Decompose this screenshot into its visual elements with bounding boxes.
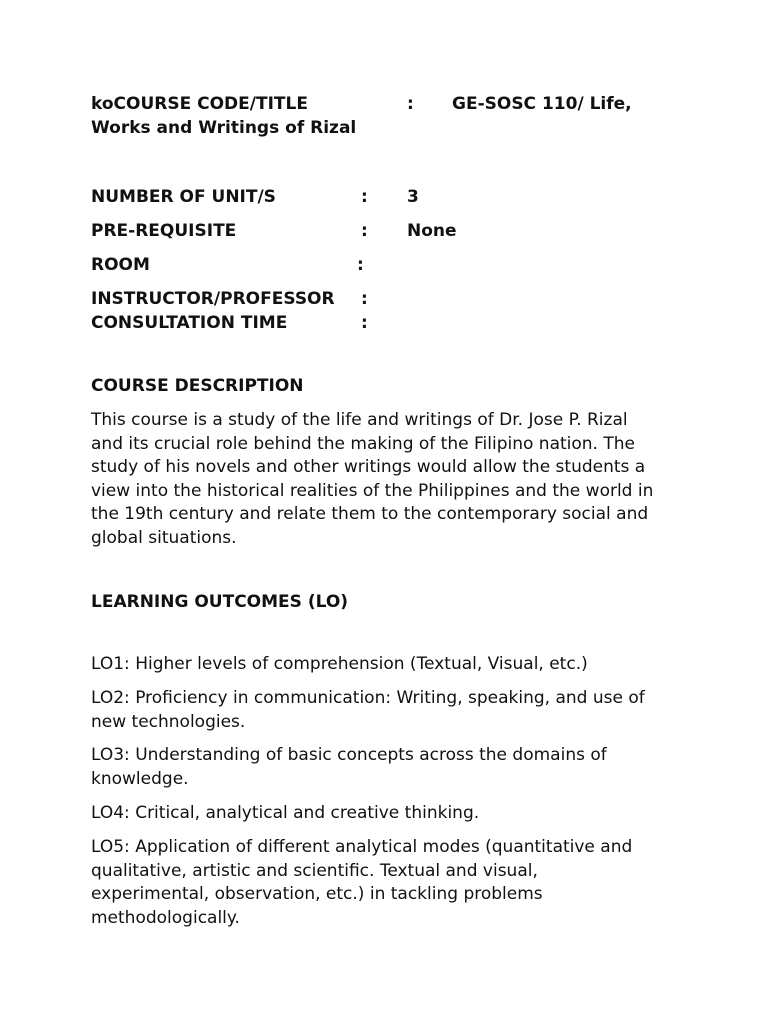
instructor-label: INSTRUCTOR/PROFESSOR	[91, 289, 335, 309]
lo2-item	[91, 687, 691, 734]
lo5-item	[91, 836, 691, 930]
description-line: global situations.	[91, 527, 237, 548]
lo-line: LO1: Higher levels of comprehension (Textual, Visual, etc.)	[91, 654, 588, 674]
room-colon: :	[357, 255, 364, 275]
course-description-body	[91, 409, 691, 550]
description-line: study of his novels and other writings would allow the students a	[91, 457, 646, 477]
lo-line: LO4: Critical, analytical and creative thinking.	[91, 803, 480, 823]
lo-line: LO3: Understanding of basic concepts across the domains of	[91, 745, 607, 765]
description-line: This course is a study of the life and writings of Dr. Jose P. Rizal	[91, 410, 628, 430]
units-label: NUMBER OF UNIT/S	[91, 187, 276, 207]
prerequisite-label: PRE-REQUISITE	[91, 221, 237, 241]
course-code-title-colon: :	[407, 94, 414, 114]
lo-line: methodologically.	[91, 907, 240, 928]
description-line: view into the historical realities of the Philippines and the world in	[91, 480, 654, 501]
lo-line: LO5: Application of different analytical modes (quantitative and	[91, 837, 633, 857]
learning-outcomes-heading: LEARNING OUTCOMES (LO)	[91, 592, 349, 612]
units-value: 3	[407, 187, 419, 207]
lo3-item	[91, 744, 691, 791]
lo-line: new technologies.	[91, 711, 246, 732]
room-label: ROOM	[91, 255, 150, 275]
description-line: the 19th century and relate them to the contemporary social and	[91, 504, 649, 524]
lo-line: LO2: Proficiency in communication: Writing, speaking, and use of	[91, 688, 645, 708]
lo-line: knowledge.	[91, 768, 189, 789]
lo-line: qualitative, artistic and scientific. Textual and visual,	[91, 860, 538, 881]
prerequisite-colon: :	[361, 221, 368, 241]
lo-line: experimental, observation, etc.) in tackling problems	[91, 884, 543, 904]
prerequisite-value: None	[407, 221, 457, 241]
course-code-title-value: GE-SOSC 110/ Life,	[452, 94, 632, 114]
consultation-label: CONSULTATION TIME	[91, 313, 288, 333]
lo1-item	[91, 653, 691, 677]
course-code-title-label: koCOURSE CODE/TITLE	[91, 94, 308, 114]
description-line: and its crucial role behind the making of the Filipino nation. The	[91, 433, 635, 454]
course-title-continuation: Works and Writings of Rizal	[91, 118, 357, 138]
course-description-heading: COURSE DESCRIPTION	[91, 376, 304, 396]
consultation-colon: :	[361, 313, 368, 333]
units-colon: :	[361, 187, 368, 207]
lo4-item	[91, 802, 691, 826]
instructor-colon: :	[361, 289, 368, 309]
